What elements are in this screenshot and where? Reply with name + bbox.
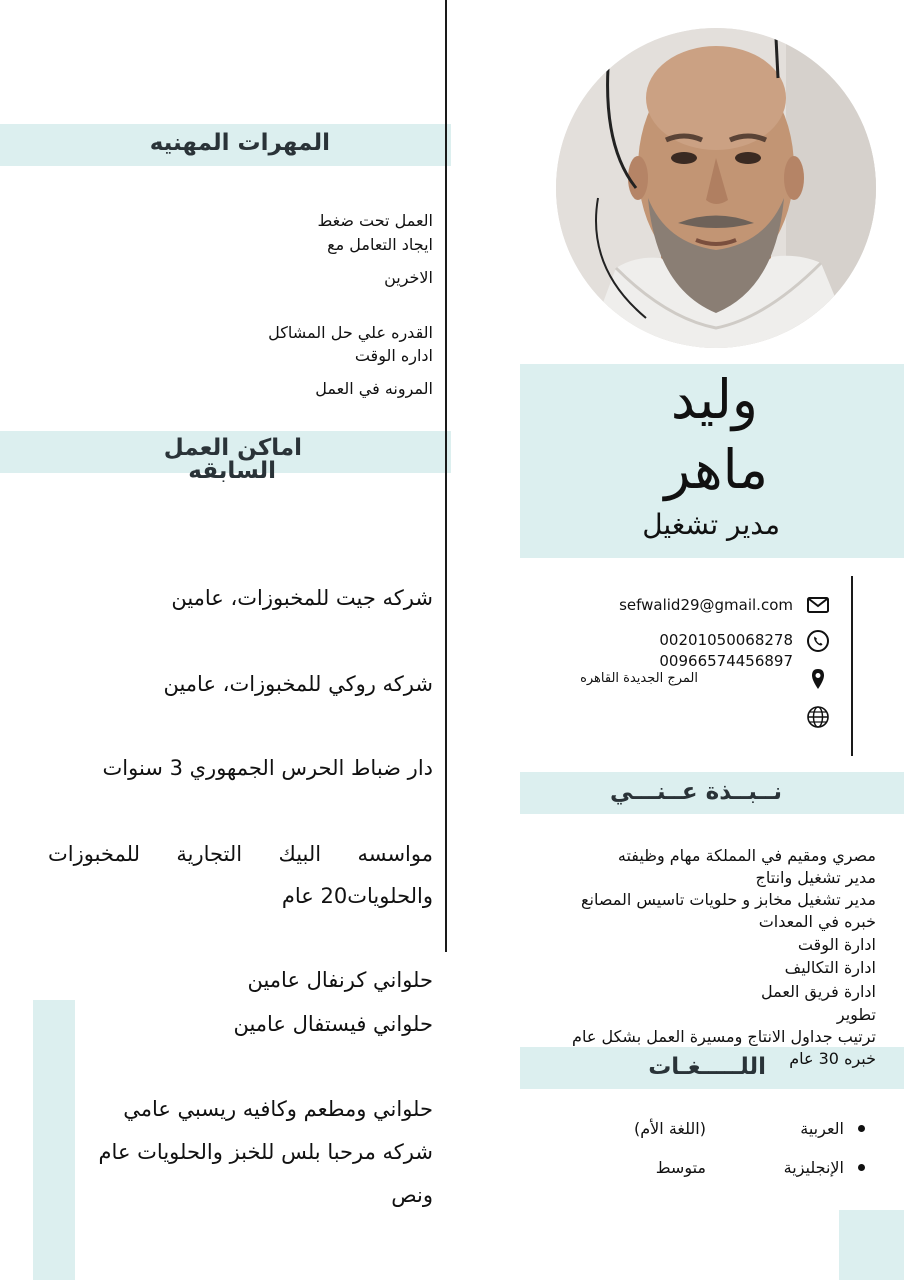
skill-item: العمل تحت ضغط	[317, 211, 433, 230]
skill-item: اداره الوقت	[354, 346, 433, 365]
about-heading: نــبــذة عــنـــي	[609, 779, 782, 805]
work-item: حلواني ومطعم وكافيه ريسبي عامي	[123, 1097, 433, 1121]
about-line: مدير تشغيل مخابز و حلويات تاسيس المصانع	[580, 890, 876, 909]
name-first: وليد	[670, 368, 758, 431]
person-portrait-icon	[556, 28, 876, 348]
mail-icon	[806, 593, 830, 617]
languages-heading: اللـــــغـات	[648, 1054, 766, 1080]
work-item: ونص	[391, 1183, 433, 1207]
decorative-bar-left	[33, 1000, 75, 1280]
about-line: ادارة التكاليف	[784, 958, 876, 977]
contact-phone-1[interactable]: 00201050068278	[659, 631, 793, 649]
work-heading-line-1: اماكن العمل	[163, 435, 302, 461]
bullet	[858, 1164, 865, 1171]
job-title: مدير تشغيل	[642, 508, 780, 541]
profile-photo	[556, 28, 876, 348]
work-item: حلواني فيستفال عامين	[233, 1012, 433, 1036]
language-level: متوسط	[655, 1158, 706, 1177]
skill-item: القدره علي حل المشاكل	[268, 323, 433, 342]
language-level: (اللغة الأم)	[634, 1119, 706, 1138]
about-line: ترتيب جداول الانتاج ومسيرة العمل بشكل عام	[572, 1027, 876, 1046]
contact-address: المرج الجديدة القاهره	[580, 671, 698, 686]
work-item: شركه مرحبا بلس للخبز والحلويات عام	[98, 1140, 433, 1164]
skills-heading: المهرات المهنيه	[149, 130, 330, 156]
name-last: ماهر	[664, 438, 768, 501]
column-divider	[445, 0, 447, 952]
language-name: العربية	[800, 1119, 844, 1138]
globe-icon	[806, 705, 830, 729]
about-line: خبره 30 عام	[789, 1049, 876, 1068]
about-line: خبره في المعدات	[758, 912, 876, 931]
language-name: الإنجليزية	[783, 1158, 844, 1177]
about-line: ادارة الوقت	[797, 935, 876, 954]
about-line: ادارة فريق العمل	[761, 982, 876, 1001]
work-item: شركه روكي للمخبوزات، عامين	[163, 672, 433, 696]
phone-icon	[806, 629, 830, 653]
skill-item: المرونه في العمل	[315, 379, 433, 398]
work-item: والحلويات20 عام	[281, 884, 433, 908]
contact-divider	[851, 576, 853, 756]
work-heading-line-2: السابقه	[188, 458, 276, 484]
skill-item: ايجاد التعامل مع	[327, 235, 433, 254]
decorative-block-right	[839, 1210, 904, 1280]
about-line: مصري ومقيم في المملكة مهام وظيفته	[617, 846, 876, 865]
about-line: تطوير	[836, 1005, 876, 1024]
skill-item: الاخرين	[384, 268, 433, 287]
location-icon	[806, 667, 830, 691]
bullet	[858, 1125, 865, 1132]
work-item: دار ضباط الحرس الجمهوري 3 سنوات	[102, 756, 433, 780]
contact-email[interactable]: sefwalid29@gmail.com	[619, 596, 793, 614]
contact-phone-2[interactable]: 00966574456897	[659, 652, 793, 670]
work-item: شركه جيت للمخبوزات، عامين	[171, 586, 433, 610]
work-item: حلواني كرنفال عامين	[247, 968, 433, 992]
work-item: مواسسه البيك التجارية للمخبوزات	[48, 842, 433, 866]
about-line: مدير تشغيل وانتاج	[755, 868, 876, 887]
